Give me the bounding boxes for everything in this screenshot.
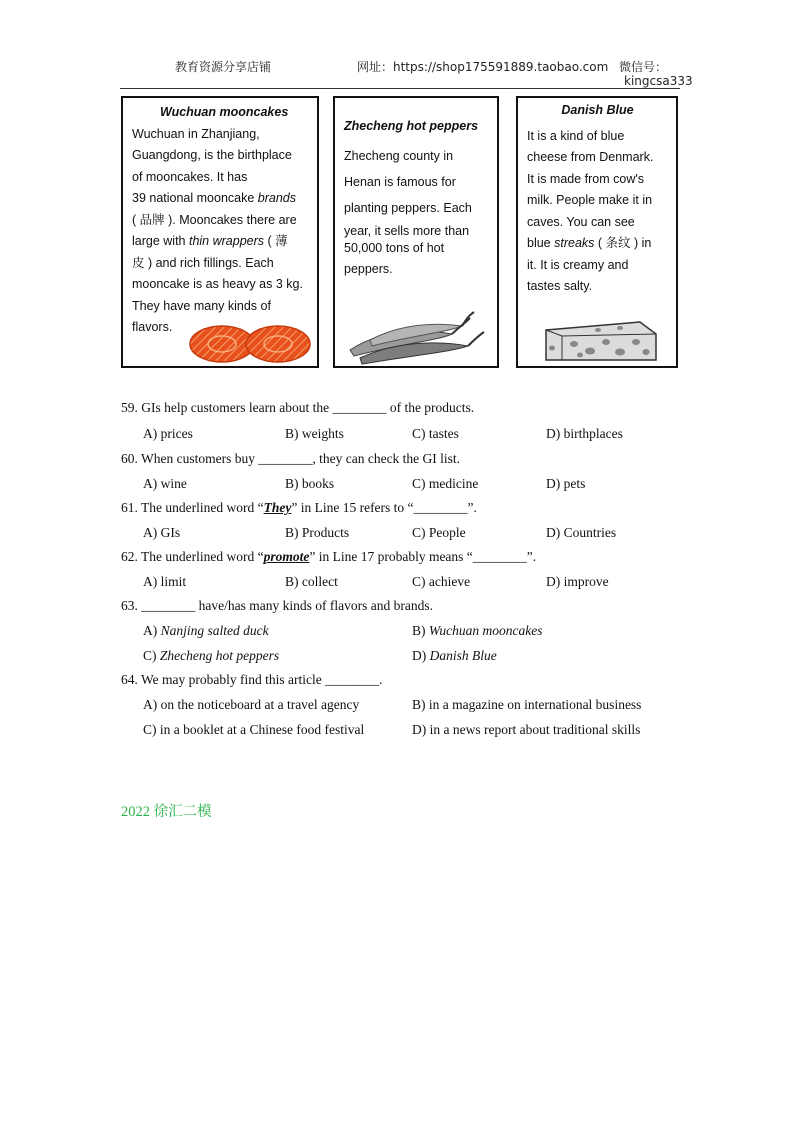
danish-line: cheese from Denmark. (527, 150, 654, 164)
wechat-label: 微信号： (619, 60, 668, 74)
option: B) Wuchuan mooncakes (412, 623, 543, 638)
option: A) Nanjing salted duck (143, 623, 269, 638)
danish-line: It is made from cow's (527, 171, 644, 186)
option: C) medicine (412, 476, 479, 491)
zhecheng-line: Henan is famous for (344, 174, 456, 189)
danish-title: Danish Blue (561, 103, 634, 117)
option: A) GIs (143, 525, 181, 540)
cheese-image (540, 320, 660, 364)
wuchuan-line: large with thin wrappers ( 薄 (132, 234, 288, 248)
wuchuan-line: of mooncakes. It has (132, 169, 248, 184)
option: B) weights (285, 426, 344, 441)
zhecheng-line: 50,000 tons of hot (344, 240, 445, 255)
zhecheng-line: peppers. (344, 261, 393, 276)
question-61: 61. The underlined word “They” in Line 15 refers to “________”. (121, 500, 477, 515)
option: B) collect (285, 574, 338, 589)
shop-name: 教育资源分享店铺 (175, 60, 272, 74)
question-60: 60. When customers buy ________, they can check the GI list. (121, 451, 461, 466)
zhecheng-line: Zhecheng county in (344, 148, 454, 163)
option: B) books (285, 476, 335, 491)
danish-line: blue streaks ( 条纹 ) in (527, 236, 652, 250)
zhecheng-line: year, it sells more than (344, 223, 470, 238)
pepper-image (340, 310, 490, 366)
danish-line: it. It is creamy and (527, 257, 629, 272)
shop-url: 网址：https://shop175591889.taobao.com (357, 60, 609, 74)
wuchuan-line: mooncake is as heavy as 3 kg. (132, 277, 303, 291)
option: A) prices (143, 426, 193, 441)
header-divider (120, 88, 680, 89)
wuchuan-line: 皮 ) and rich fillings. Each (132, 255, 274, 270)
question-59: 59. GIs help customers learn about the ________ of the products. (121, 400, 475, 415)
option: A) limit (143, 574, 187, 589)
danish-line: milk. People make it in (527, 193, 653, 207)
option: D) in a news report about traditional skills (412, 722, 641, 737)
option: C) in a booklet at a Chinese food festival (143, 722, 365, 737)
option: B) Products (285, 525, 350, 540)
zhecheng-title: Zhecheng hot peppers (344, 119, 479, 133)
zhecheng-line: planting peppers. Each (344, 200, 472, 215)
underlined-word: They (263, 500, 292, 515)
wuchuan-line: Guangdong, is the birthplace (132, 148, 292, 162)
option: B) in a magazine on international business (412, 697, 642, 712)
option: D) Danish Blue (412, 648, 497, 663)
section-label: 2022 徐汇二模 (121, 804, 212, 820)
danish-line: caves. You can see (527, 214, 635, 229)
option: A) on the noticeboard at a travel agency (143, 697, 360, 712)
option: C) tastes (412, 426, 459, 441)
wuchuan-line: Wuchuan in Zhanjiang, (132, 126, 260, 141)
option: D) Countries (546, 525, 617, 540)
wuchuan-title: Wuchuan mooncakes (160, 105, 289, 119)
option: D) improve (546, 574, 609, 589)
danish-line: tastes salty. (527, 279, 593, 293)
underlined-word: promote (263, 549, 310, 564)
wuchuan-line: 39 national mooncake brands (132, 191, 297, 205)
option: D) pets (546, 476, 586, 491)
question-62: 62. The underlined word “promote” in Line 17 probably means “________”. (121, 549, 537, 564)
option: C) achieve (412, 574, 471, 589)
question-64: 64. We may probably find this article ________. (121, 672, 383, 687)
question-63: 63. ________ have/has many kinds of flavors and brands. (121, 598, 433, 613)
danish-line: It is a kind of blue (527, 128, 625, 143)
option: C) People (412, 525, 466, 540)
wuchuan-line: ( 品牌 ). Mooncakes there are (132, 212, 297, 227)
wuchuan-line: flavors. (132, 320, 173, 334)
option: A) wine (143, 476, 187, 491)
option: D) birthplaces (546, 426, 623, 441)
mooncake-image (188, 320, 312, 366)
wuchuan-line: They have many kinds of (132, 298, 271, 313)
option: C) Zhecheng hot peppers (143, 648, 280, 663)
wechat-id: kingcsa333 (624, 74, 693, 88)
